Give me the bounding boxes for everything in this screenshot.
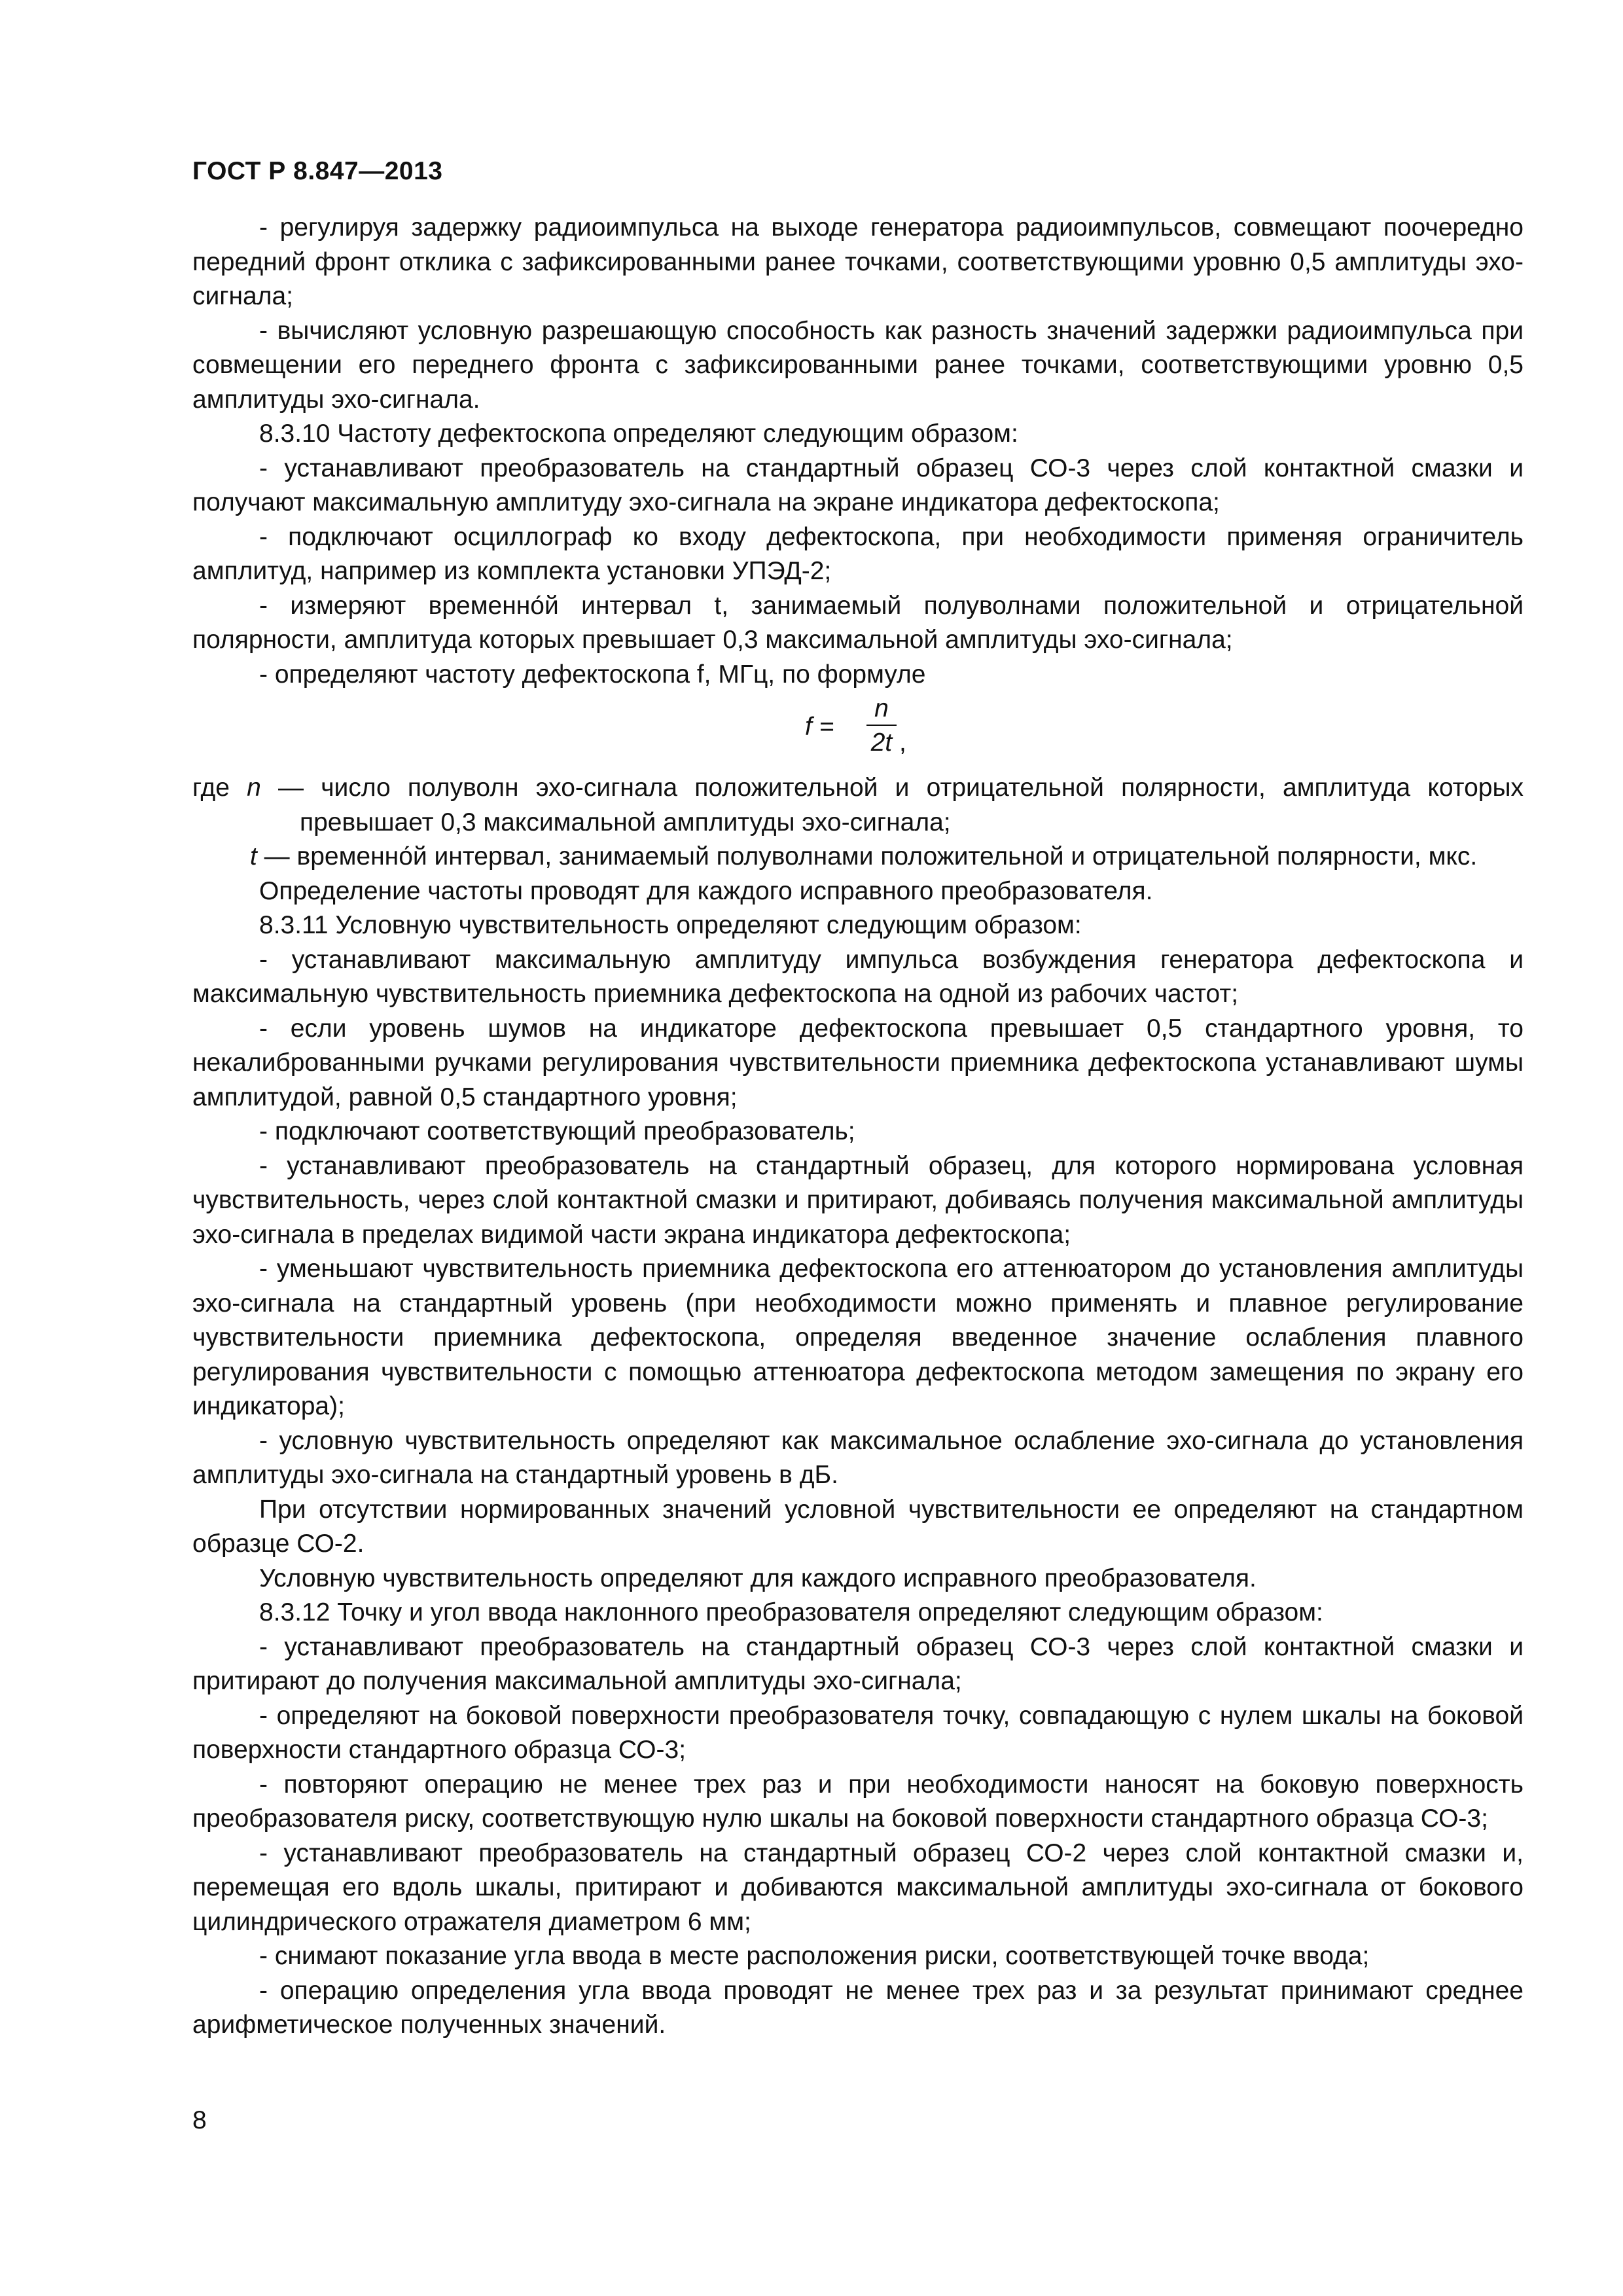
paragraph: - повторяют операцию не менее трех раз и при необходимости наносят на боковую поверхность преобразователя риску, соответствующую нулю шкалы на боковой поверхности стандартного образца СО-3; bbox=[192, 1770, 1524, 1833]
document-body bbox=[192, 211, 1524, 2043]
paragraph: - измеряют временно́й интервал t, занимаемый полуволнами положительной и отрицательной полярности, амплитуда которых превышает 0,3 максимальной амплитуды эхо-сигнала; bbox=[192, 591, 1524, 654]
section-heading-8-3-12: 8.3.12 Точку и угол ввода наклонного преобразователя определяют следующим образом: bbox=[259, 1598, 1323, 1626]
legend-text-n: — число полуволн эхо-сигнала положительной и отрицательной полярности, амплитуда которых превышает 0,3 максимальной амплитуды эхо-сигнала; bbox=[260, 774, 1524, 836]
paragraph: - подключают осциллограф ко входу дефектоскопа, при необходимости применяя ограничитель амплитуд, например из комплекта установки УПЭД-2; bbox=[192, 522, 1524, 585]
formula-fraction bbox=[866, 693, 897, 759]
page-number: 8 bbox=[192, 2106, 207, 2134]
formula-denominator: 2t bbox=[870, 728, 893, 757]
legend-lead: где bbox=[192, 774, 247, 802]
paragraph: - снимают показание угла ввода в месте расположения риски, соответствующей точке ввода; bbox=[259, 1942, 1370, 1970]
paragraph: - вычисляют условную разрешающую способность как разность значений задержки радиоимпульса при совмещении его переднего фронта с зафиксированными ранее точками, соответствующими уровню 0,5 амплитуды эхо-сигнала. bbox=[192, 316, 1524, 414]
paragraph: - определяют на боковой поверхности преобразователя точку, совпадающую с нулем шкалы на боковой поверхности стандартного образца СО-3; bbox=[192, 1701, 1524, 1764]
paragraph: - устанавливают преобразователь на стандартный образец СО-3 через слой контактной смазки и притирают до получения максимальной амплитуды эхо-сигнала; bbox=[192, 1632, 1524, 1695]
paragraph: - устанавливают преобразователь на стандартный образец СО-3 через слой контактной смазки и получают максимальную амплитуду эхо-сигнала на экране индикатора дефектоскопа; bbox=[192, 454, 1524, 516]
paragraph: - если уровень шумов на индикаторе дефектоскопа превышает 0,5 стандартного уровня, то некалиброванными ручками регулирования чувствительности приемника дефектоскопа устанавливают шумы амплитудой, равной 0,5 стандартного уровня; bbox=[192, 1014, 1524, 1111]
formula-lhs: f = bbox=[805, 713, 834, 741]
paragraph: - устанавливают преобразователь на стандартный образец СО-2 через слой контактной смазки и, перемещая его вдоль шкалы, притирают и добиваются максимальной амплитуды эхо-сигнала от бокового цилиндрического отражателя диаметром 6 мм; bbox=[192, 1839, 1524, 1936]
legend-term-n bbox=[192, 771, 1524, 840]
legend-text-t: — временно́й интервал, занимаемый полуволнами положительной и отрицательной полярности, мкс. bbox=[257, 842, 1478, 870]
paragraph: - регулируя задержку радиоимпульса на выходе генератора радиоимпульсов, совмещают поочередно передний фронт отклика с зафиксированными ранее точками, соответствующими уровню 0,5 амплитуды эхо-сигнала; bbox=[192, 213, 1524, 310]
formula-punct: , bbox=[899, 728, 906, 757]
paragraph: - уменьшают чувствительность приемника дефектоскопа его аттенюатором до установления амплитуды эхо-сигнала на стандартный уровень (при необходимости можно применять и плавное регулирование чувствительности приемника дефектоскопа, определяя введенное значение ослабления плавного регулирования чувствительности с помощью аттенюатора дефектоскопа методом замещения по экрану его индикатора); bbox=[192, 1255, 1524, 1420]
paragraph: Условную чувствительность определяют для каждого исправного преобразователя. bbox=[259, 1564, 1257, 1592]
paragraph: - подключают соответствующий преобразователь; bbox=[259, 1117, 855, 1145]
paragraph: - операцию определения угла ввода проводят не менее трех раз и за результат принимают среднее арифметическое полученных значений. bbox=[192, 1976, 1524, 2039]
section-heading-8-3-10: 8.3.10 Частоту дефектоскопа определяют следующим образом: bbox=[259, 420, 1018, 448]
formula-numerator: n bbox=[874, 694, 889, 723]
paragraph: - условную чувствительность определяют как максимальное ослабление эхо-сигнала до установления амплитуды эхо-сигнала на стандартный уровень в дБ. bbox=[192, 1426, 1524, 1489]
section-heading-8-3-11: 8.3.11 Условную чувствительность определяют следующим образом: bbox=[259, 911, 1082, 939]
paragraph: Определение частоты проводят для каждого исправного преобразователя. bbox=[259, 876, 1153, 905]
formula-legend bbox=[192, 771, 1524, 874]
legend-term-t bbox=[192, 840, 1524, 874]
legend-var-n: n bbox=[247, 774, 261, 802]
paragraph: - устанавливают максимальную амплитуду импульса возбуждения генератора дефектоскопа и максимальную чувствительность приемника дефектоскопа на одной из рабочих частот; bbox=[192, 945, 1524, 1008]
document-header: ГОСТ Р 8.847—2013 bbox=[192, 157, 443, 185]
paragraph: - определяют частоту дефектоскопа f, МГц, по формуле bbox=[259, 660, 926, 689]
paragraph: - устанавливают преобразователь на стандартный образец, для которого нормирована условная чувствительность, через слой контактной смазки и притирают, добиваясь получения максимальной амплитуды эхо-сигнала в пределах видимой части экрана индикатора дефектоскопа; bbox=[192, 1151, 1524, 1249]
legend-var-t: t bbox=[250, 842, 257, 870]
paragraph: При отсутствии нормированных значений условной чувствительности ее определяют на стандартном образце СО-2. bbox=[192, 1495, 1524, 1558]
frequency-formula bbox=[192, 693, 1524, 762]
